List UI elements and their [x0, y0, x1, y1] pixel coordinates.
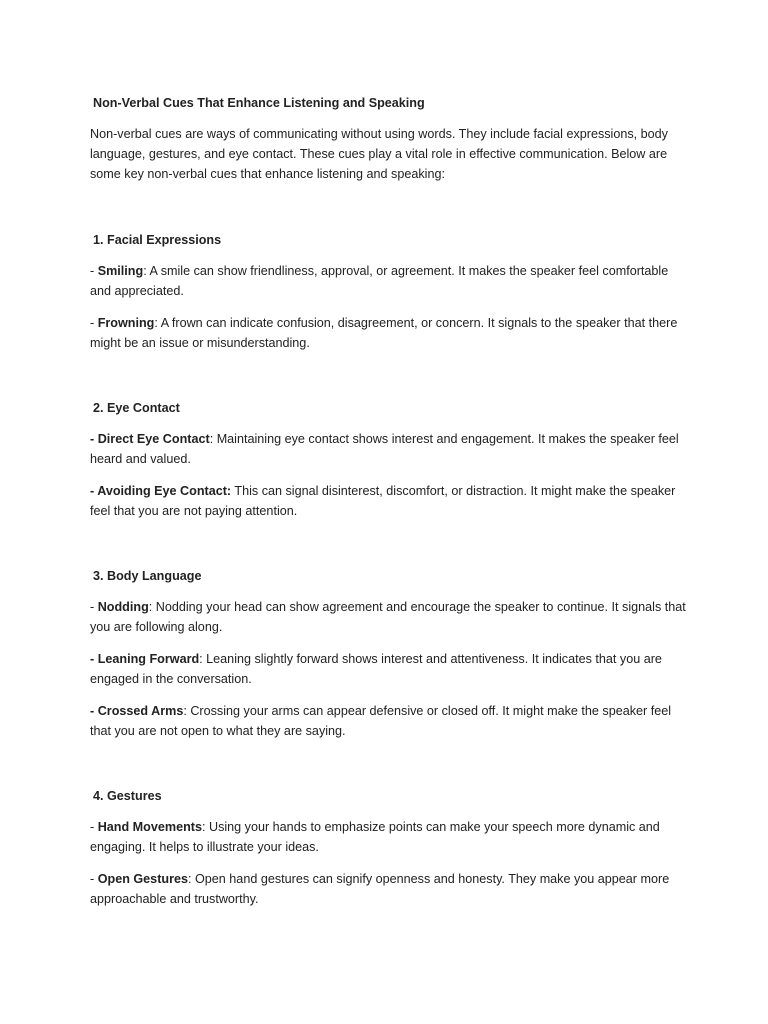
section-heading: 3. Body Language: [93, 569, 202, 583]
term-description: Leaning slightly forward shows interest and attentiveness. It indicates that you are engaged in the conversation.: [90, 652, 662, 686]
term-separator: :: [199, 652, 207, 666]
intro-paragraph: Non-verbal cues are ways of communicating without using words. They include facial expressions, body language, gestures, and eye contact. These cues play a vital role in effective communication. Below are some key non-verbal cues that enhance listening and speaking:: [90, 127, 668, 181]
term-description: Using your hands to emphasize points can make your speech more dynamic and engaging. It helps to illustrate your ideas.: [90, 820, 660, 854]
section-eye-contact: [90, 398, 690, 521]
term-label: Leaning Forward: [97, 652, 200, 666]
term-separator: :: [201, 820, 209, 834]
section-body-language: [90, 566, 690, 741]
term-description: Crossing your arms can appear defensive or closed off. It might make the speaker feel that you are not open to what they are saying.: [90, 704, 671, 738]
bullet-dash: -: [90, 600, 98, 614]
term-separator: :: [188, 872, 195, 886]
term-label: Crossed Arms: [97, 704, 184, 718]
term-label: Direct Eye Contact: [97, 432, 210, 446]
bullet-dash: -: [90, 820, 98, 834]
term-description: Nodding your head can show agreement and encourage the speaker to continue. It signals that you are following along.: [90, 600, 686, 634]
section-heading: 2. Eye Contact: [93, 401, 180, 415]
term-label: Smiling: [97, 264, 144, 278]
term-description: Maintaining eye contact shows interest and engagement. It makes the speaker feel heard and valued.: [90, 432, 679, 466]
term-label: Hand Movements: [97, 820, 202, 834]
bullet-dash: -: [90, 872, 98, 886]
term-label: Open Gestures: [97, 872, 188, 886]
term-separator: :: [183, 704, 191, 718]
list-item: [90, 429, 690, 469]
list-item: [90, 817, 690, 857]
term-description: A frown can indicate confusion, disagreement, or concern. It signals to the speaker that there might be an issue or misunderstanding.: [90, 316, 678, 350]
list-item: [90, 649, 690, 689]
list-item: [90, 869, 690, 909]
term-label: Frowning: [97, 316, 155, 330]
list-item: [90, 481, 690, 521]
list-item: [90, 597, 690, 637]
bullet-dash: -: [90, 484, 98, 498]
term-label: Nodding: [97, 600, 149, 614]
bullet-dash: -: [90, 652, 98, 666]
section-heading: 1. Facial Expressions: [93, 233, 222, 247]
term-separator: :: [209, 432, 217, 446]
section-facial-expressions: [90, 230, 690, 353]
term-label: Avoiding Eye Contact:: [97, 484, 232, 498]
document-body: [90, 93, 690, 921]
bullet-dash: -: [90, 316, 98, 330]
document-title: Non-Verbal Cues That Enhance Listening and Speaking: [93, 96, 425, 110]
term-description: This can signal disinterest, discomfort, or distraction. It might make the speaker feel that you are not paying attention.: [90, 484, 676, 518]
bullet-dash: -: [90, 264, 98, 278]
section-heading: 4. Gestures: [93, 789, 162, 803]
term-description: Open hand gestures can signify openness and honesty. They make you appear more approachable and trustworthy.: [90, 872, 670, 906]
section-gestures: [90, 786, 690, 909]
bullet-dash: -: [90, 704, 98, 718]
list-item: [90, 701, 690, 741]
bullet-dash: -: [90, 432, 98, 446]
term-separator: :: [154, 316, 161, 330]
term-description: A smile can show friendliness, approval, or agreement. It makes the speaker feel comfortable and appreciated.: [90, 264, 669, 298]
list-item: [90, 261, 690, 301]
term-separator: :: [143, 264, 150, 278]
list-item: [90, 313, 690, 353]
term-separator: :: [148, 600, 156, 614]
